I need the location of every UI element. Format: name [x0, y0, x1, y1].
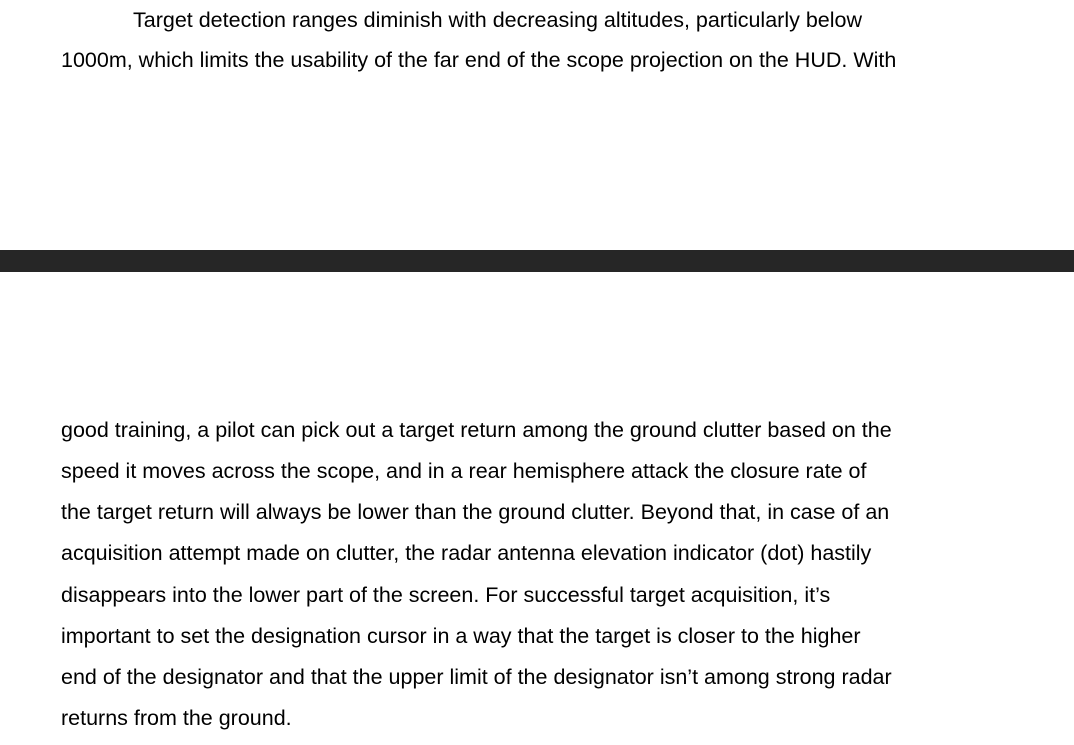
text-line: important to set the designation cursor in a way that the target is closer to the higher: [61, 624, 861, 648]
text-line: disappears into the lower part of the screen. For successful target acquisition, it’s: [61, 583, 831, 607]
page-break-divider: [0, 250, 1074, 272]
text-line: returns from the ground.: [61, 706, 292, 730]
text-line: end of the designator and that the upper limit of the designator isn’t among strong radar: [61, 665, 892, 689]
text-line: the target return will always be lower than the ground clutter. Beyond that, in case of an: [61, 500, 890, 524]
text-line: acquisition attempt made on clutter, the radar antenna elevation indicator (dot) hastily: [61, 541, 872, 565]
text-line: 1000m, which limits the usability of the far end of the scope projection on the HUD. With: [61, 48, 897, 72]
text-line: speed it moves across the scope, and in a rear hemisphere attack the closure rate of: [61, 459, 867, 483]
text-line: good training, a pilot can pick out a target return among the ground clutter based on the: [61, 418, 892, 442]
text-line: Target detection ranges diminish with decreasing altitudes, particularly below: [133, 8, 862, 32]
